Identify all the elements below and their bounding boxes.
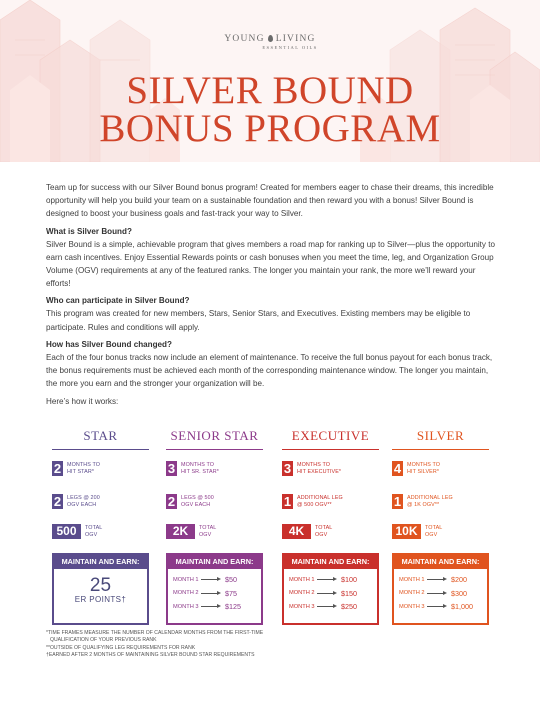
legs-requirement <box>392 494 453 509</box>
reward-row: MONTH 2 $300 <box>399 588 467 598</box>
footnote: *TIME FRAMES MEASURE THE NUMBER OF CALENDAR MONTHS FROM THE FIRST-TIME <box>46 630 264 636</box>
er-points-label: ER POINTS† <box>74 595 127 604</box>
track-divider <box>392 449 489 450</box>
ogv-value: 10K <box>392 524 421 539</box>
oil-drop-icon <box>268 35 273 42</box>
track-title: SILVER <box>416 428 465 443</box>
months-requirement <box>166 461 219 476</box>
arrow-right-icon <box>201 606 219 607</box>
earn-card <box>52 553 149 625</box>
legs-label: ADDITIONAL LEG @ 1K OGV** <box>407 495 453 508</box>
reward-row: MONTH 3 $1,000 <box>399 602 473 612</box>
arrow-right-icon <box>317 593 335 594</box>
legs-value: 1 <box>393 494 402 509</box>
months-requirement <box>52 461 100 476</box>
legs-requirement <box>52 494 100 509</box>
legs-value: 2 <box>53 494 62 509</box>
title-line-1: SILVER BOUND <box>126 69 414 112</box>
reward-row: MONTH 1 $100 <box>289 575 357 585</box>
footnotes <box>46 630 498 660</box>
months-label: MONTHS TO HIT SILVER* <box>407 462 441 475</box>
ogv-label: TOTAL OGV <box>315 525 333 538</box>
legs-requirement <box>282 494 343 509</box>
ogv-value: 2K <box>166 524 195 539</box>
track-title: EXECUTIVE <box>291 428 370 443</box>
track-executive <box>282 428 379 612</box>
legs-value: 1 <box>283 494 292 509</box>
reward-row: MONTH 2 $150 <box>289 588 357 598</box>
arrow-right-icon <box>317 579 335 580</box>
section-heading-what: What is Silver Bound? <box>46 226 132 236</box>
legs-value: 2 <box>167 494 176 509</box>
brand-name-right: LIVING <box>275 34 316 44</box>
ogv-requirement <box>392 524 442 539</box>
earn-card <box>392 553 489 625</box>
intro-paragraph: Team up for success with our Silver Bound bonus program! Created for members eager to chase their dreams, this incredible opportunity will help you build your team on a sustainable foundation and then reward you with a bonus! Silver Bound is designed to boost your business goals and fast-track your way to Silver. <box>46 183 494 219</box>
arrow-right-icon <box>427 606 445 607</box>
footnote: **OUTSIDE OF QUALIFYING LEG REQUIREMENTS FOR RANK <box>46 644 196 651</box>
arrow-right-icon <box>201 579 219 580</box>
months-label: MONTHS TO HIT EXECUTIVE* <box>297 462 342 475</box>
earn-heading: MAINTAIN AND EARN: <box>284 555 377 569</box>
ogv-requirement <box>52 524 102 539</box>
months-value: 4 <box>393 461 402 476</box>
title-line-2: BONUS PROGRAM <box>99 107 441 150</box>
legs-label: ADDITIONAL LEG @ 500 OGV** <box>297 495 343 508</box>
legs-requirement <box>166 494 214 509</box>
reward-row: MONTH 1 $50 <box>173 575 237 585</box>
months-requirement <box>282 461 341 476</box>
months-label: MONTHS TO HIT SR. STAR* <box>181 462 219 475</box>
track-divider <box>282 449 379 450</box>
young-living-logo <box>0 34 540 50</box>
footnote: QUALIFICATION OF YOUR PREVIOUS RANK <box>50 637 157 644</box>
legs-label: LEGS @ 200 OGV EACH <box>67 495 100 508</box>
months-label: MONTHS TO HIT STAR* <box>67 462 101 475</box>
reward-row: MONTH 3 $250 <box>289 602 357 612</box>
earn-card <box>282 553 379 625</box>
arrow-right-icon <box>317 606 335 607</box>
track-star <box>52 428 149 604</box>
section-text-who: This program was created for new members, Stars, Senior Stars, and Executives. Existing members may be eligible to participate. Rules and conditions will apply. <box>46 309 471 332</box>
arrow-right-icon <box>427 593 445 594</box>
program-description <box>46 181 498 414</box>
ogv-value: 500 <box>52 524 81 539</box>
hero-banner <box>0 0 540 162</box>
section-text-what: Silver Bound is a simple, achievable program that gives members a road map for ranking up to Silver—plus the opportunity to earn cash incentives. Enjoy Essential Rewards points or cash bonuses when you meet the time, leg, and Organization Group Volume (OGV) requirements at any of the featured ranks. The longer you maintain your rank, the more we’ll reward your efforts! <box>46 239 495 289</box>
arrow-right-icon <box>201 593 219 594</box>
track-divider <box>166 449 263 450</box>
track-divider <box>52 449 149 450</box>
ogv-label: TOTAL OGV <box>425 525 443 538</box>
reward-row: MONTH 2 $75 <box>173 588 237 598</box>
earn-heading: MAINTAIN AND EARN: <box>394 555 487 569</box>
earn-heading: MAINTAIN AND EARN: <box>168 555 261 569</box>
section-text-changed: Each of the four bonus tracks now include an element of maintenance. To receive the full bonus payout for each bonus track, the bonus requirements must be achieved each month of the corresponding maintenance window. The longer you maintain, the more you earn and the stronger your organization will be. <box>46 352 493 389</box>
months-value: 3 <box>167 461 176 476</box>
earn-heading: MAINTAIN AND EARN: <box>54 555 147 569</box>
page-title <box>0 69 540 150</box>
earn-card <box>166 553 263 625</box>
section-heading-changed: How has Silver Bound changed? <box>46 339 172 349</box>
months-value: 3 <box>283 461 292 476</box>
brand-tagline: ESSENTIAL OILS <box>262 45 318 50</box>
ogv-value: 4K <box>282 524 311 539</box>
track-silver <box>392 428 489 612</box>
months-requirement <box>392 461 440 476</box>
er-points-value: 25 <box>89 575 112 596</box>
ogv-label: TOTAL OGV <box>85 525 103 538</box>
track-title: STAR <box>83 428 118 443</box>
brand-name-left: YOUNG <box>224 34 265 44</box>
ogv-requirement <box>282 524 332 539</box>
reward-row: MONTH 3 $125 <box>173 602 241 612</box>
footnote: †EARNED AFTER 2 MONTHS OF MAINTAINING SILVER BOUND STAR REQUIREMENTS <box>46 652 255 659</box>
arrow-right-icon <box>427 579 445 580</box>
months-value: 2 <box>53 461 62 476</box>
track-senior-star <box>166 428 263 612</box>
ogv-requirement <box>166 524 216 539</box>
legs-label: LEGS @ 500 OGV EACH <box>181 495 214 508</box>
how-it-works-label: Here’s how it works: <box>46 397 119 407</box>
track-title: SENIOR STAR <box>170 428 259 443</box>
reward-row: MONTH 1 $200 <box>399 575 467 585</box>
section-heading-who: Who can participate in Silver Bound? <box>46 296 190 306</box>
ogv-label: TOTAL OGV <box>199 525 217 538</box>
